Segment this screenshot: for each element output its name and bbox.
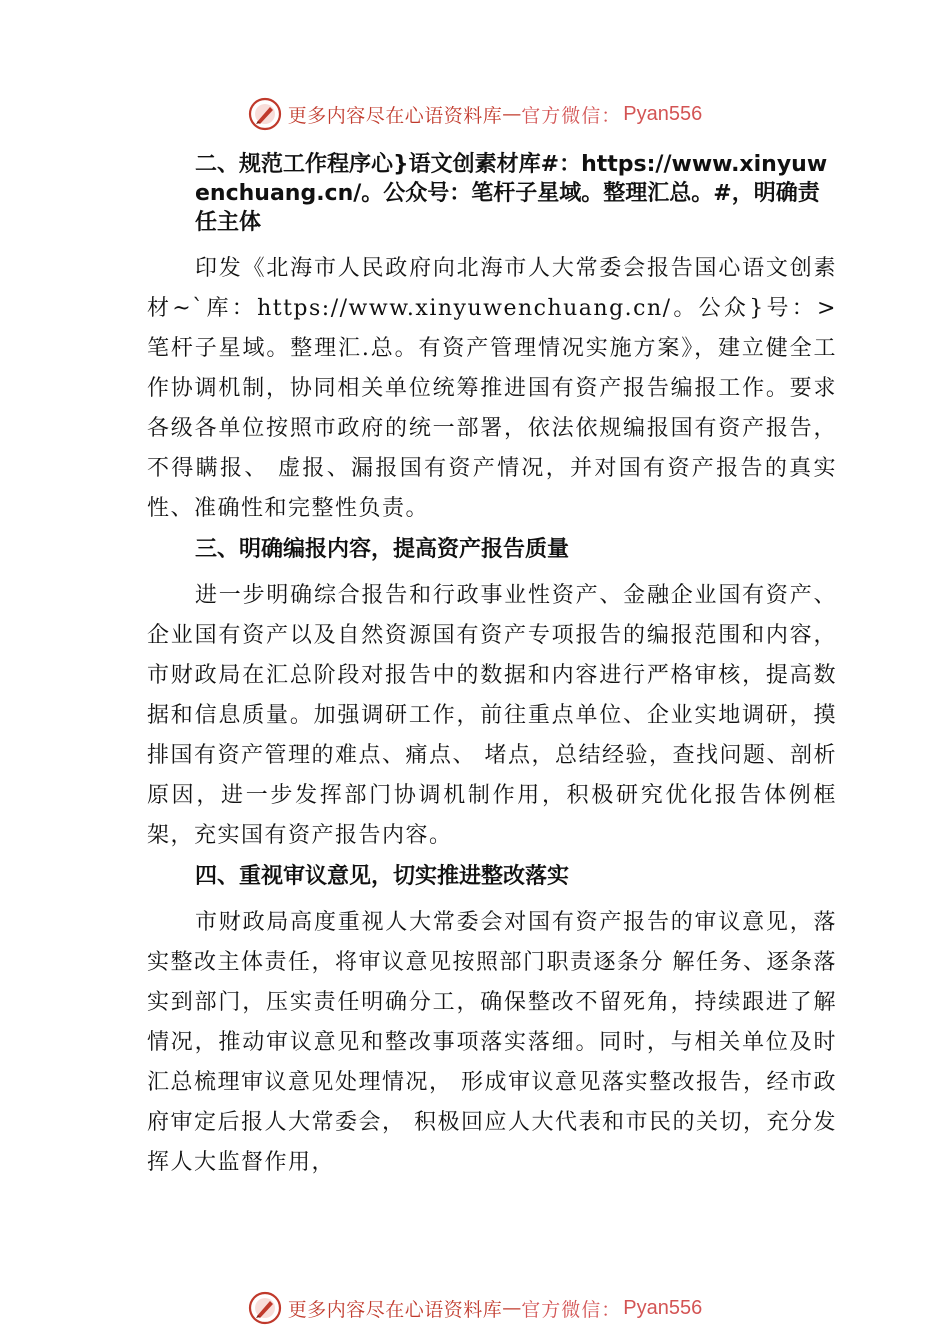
document-body [147,150,837,1183]
watermark-wechat-id: Pyan556 [623,102,703,125]
watermark-official-label: 官方微信： [521,104,622,127]
section-3-heading: 三、明确编报内容，提高资产报告质量 [195,537,570,562]
watermark-banner-bottom [0,1288,950,1328]
watermark-separator: — [502,103,522,125]
section-2-paragraph: 印发《北海市人民政府向北海市人大常委会报告国心语文创素材~`库：https://www.xinyuwenchuang.cn/。公众}号：>笔杆子星域。整理汇.总。有资产管理情况实施方案》，建立健全工作协调机制，协同相关单位统筹推进国有资产报告编报工作。要求各级各单位按照市政府的统一部署，依法依规编报国有资产报告，不得瞒报、 虚报、漏报国有资产情况，并对国有资产报告的真实性、准确性和完整性负责。 [147,256,837,521]
section-2-heading: 二、规范工作程序心}语文创素材库#：https://www.xinyuwenchuang.cn/。公众号：笔杆子星域。整理汇总。#，明确责任主体 [195,152,828,235]
watermark-banner-top [0,94,950,134]
pen-logo-icon [248,1291,282,1325]
pen-logo-icon [248,97,282,131]
section-4-paragraph: 市财政局高度重视人大常委会对国有资产报告的审议意见，落实整改主体责任，将审议意见按照部门职责逐条分 解任务、逐条落实到部门，压实责任明确分工，确保整改不留死角，持续跟进了解情况，推动审议意见和整改事项落实落细。同时，与相关单位及时汇总梳理审议意见处理情况， 形成审议意见落实整改报告，经市政府审定后报人大常委会， 积极回应人大代表和市民的关切，充分发挥人大监督作用， [147,910,837,1175]
section-4-heading: 四、重视审议意见，切实推进整改落实 [195,864,570,889]
watermark-separator: — [502,1297,522,1319]
watermark-wechat-id: Pyan556 [623,1296,703,1319]
section-3-paragraph: 进一步明确综合报告和行政事业性资产、金融企业国有资产、企业国有资产以及自然资源国有资产专项报告的编报范围和内容，市财政局在汇总阶段对报告中的数据和内容进行严格审核，提高数据和信息质量。加强调研工作，前往重点单位、企业实地调研，摸排国有资产管理的难点、痛点、 堵点，总结经验，查找问题、剖析原因，进一步发挥部门协调机制作用，积极研究优化报告体例框架，充实国有资产报告内容。 [147,583,837,848]
watermark-site-text: 更多内容尽在心语资料库 [287,104,503,127]
watermark-site-text: 更多内容尽在心语资料库 [287,1298,503,1321]
watermark-official-label: 官方微信： [521,1298,622,1321]
